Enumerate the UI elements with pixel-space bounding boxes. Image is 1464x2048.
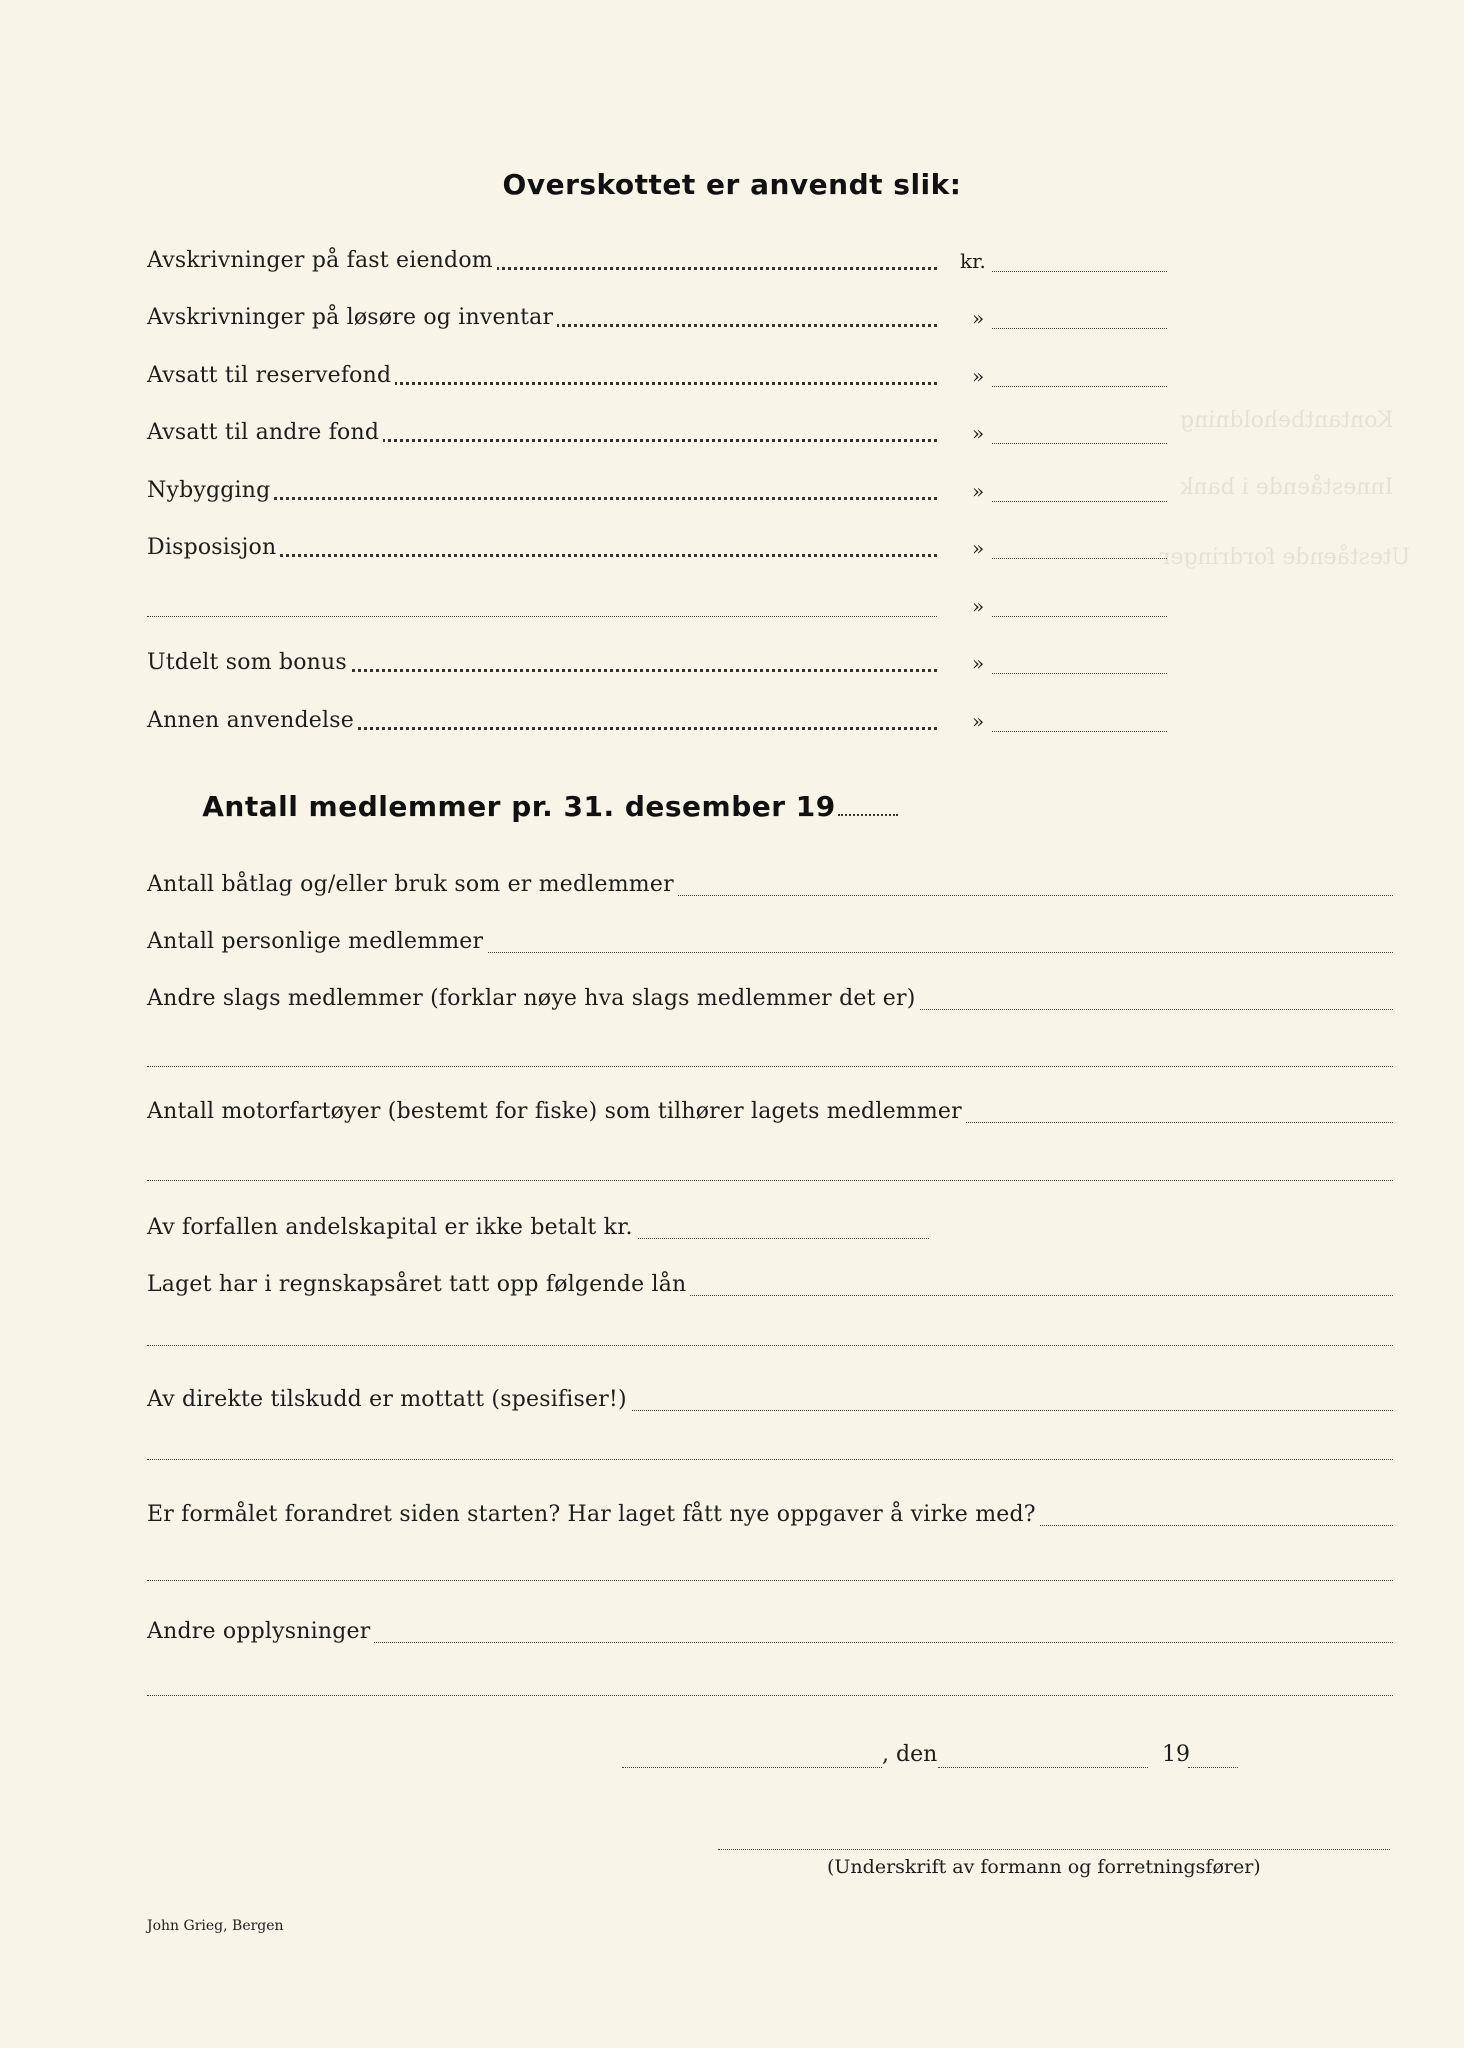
row-label: Nybygging (147, 478, 274, 503)
allocation-row (147, 533, 1167, 563)
blank-line[interactable] (147, 1459, 1393, 1460)
signature-caption: (Underskrift av formann og forretningsfører) (827, 1856, 1261, 1878)
row-tilskudd (147, 1385, 1393, 1415)
den-label: , den (882, 1742, 938, 1767)
row-lan (147, 1270, 1393, 1300)
row-label: Avsatt til andre fond (147, 420, 383, 445)
row-formal (147, 1500, 1393, 1530)
allocation-row (147, 476, 1167, 506)
place-line[interactable] (622, 1767, 882, 1768)
currency-label: kr. (960, 249, 986, 273)
date-line[interactable] (938, 1767, 1148, 1768)
blank-line[interactable] (147, 1695, 1393, 1696)
blank-line[interactable] (147, 1580, 1393, 1581)
amount-field[interactable] (992, 443, 1167, 444)
allocation-row (147, 361, 1167, 391)
members-heading-text: Antall medlemmer pr. 31. desember 19 (202, 790, 836, 823)
row-label: Av direkte tilskudd er mottatt (spesifiser!) (147, 1387, 631, 1412)
ditto-mark: » (972, 364, 985, 388)
row-label: Andre opplysninger (147, 1619, 374, 1644)
section2-heading (0, 790, 1100, 823)
signature-line[interactable] (718, 1849, 1390, 1850)
row-label: Av forfallen andelskapital er ikke betalt kr. (147, 1215, 637, 1240)
amount-field[interactable] (992, 616, 1167, 617)
year-prefix: 19 (1162, 1742, 1190, 1767)
row-label: Antall båtlag og/eller bruk som er medlemmer (147, 872, 678, 897)
row-andre-slags (147, 984, 1393, 1014)
row-label: Antall personlige medlemmer (147, 929, 487, 954)
row-label: Antall motorfartøyer (bestemt for fiske) som tilhører lagets medlemmer (147, 1099, 966, 1124)
show-through-text: Kontantbeholdning (1180, 408, 1394, 433)
blank-line[interactable] (147, 1066, 1393, 1067)
blank-line[interactable] (147, 1180, 1393, 1181)
allocation-row (147, 706, 1167, 736)
section1-heading: Overskottet er anvendt slik: (502, 168, 962, 201)
allocation-row (147, 303, 1167, 333)
ditto-mark: » (972, 306, 985, 330)
year-blank[interactable] (838, 814, 898, 816)
row-label: Er formålet forandret siden starten? Har laget fått nye oppgaver å virke med? (147, 1502, 1040, 1527)
ditto-mark: » (972, 479, 985, 503)
row-andre-opplysninger (147, 1617, 1393, 1647)
ditto-mark: » (972, 536, 985, 560)
amount-field[interactable] (992, 271, 1167, 272)
amount-field[interactable] (992, 501, 1167, 502)
dot-leader (147, 616, 937, 617)
row-batlag (147, 870, 1393, 900)
allocation-row (147, 648, 1167, 678)
row-label: Annen anvendelse (147, 708, 358, 733)
allocation-row (147, 418, 1167, 448)
amount-field[interactable] (992, 386, 1167, 387)
row-label: Avsatt til reservefond (147, 363, 395, 388)
row-label: Andre slags medlemmer (forklar nøye hva slags medlemmer det er) (147, 986, 920, 1011)
amount-field[interactable] (992, 731, 1167, 732)
ditto-mark: » (972, 709, 985, 733)
amount-field[interactable] (992, 328, 1167, 329)
show-through-text: Innestående i bank (1180, 475, 1394, 500)
row-personlige (147, 927, 1393, 957)
show-through-text: Utestående fordringer (1160, 545, 1411, 570)
row-label: Avskrivninger på fast eiendom (147, 248, 497, 273)
row-label: Utdelt som bonus (147, 650, 351, 675)
row-motorfartoyer (147, 1097, 1393, 1127)
allocation-row (147, 246, 1167, 276)
ditto-mark: » (972, 594, 985, 618)
ditto-mark: » (972, 421, 985, 445)
printer-credit: John Grieg, Bergen (147, 1918, 284, 1934)
amount-field[interactable] (992, 558, 1167, 559)
blank-line[interactable] (147, 1345, 1393, 1346)
ditto-mark: » (972, 651, 985, 675)
allocation-row (147, 591, 1167, 621)
row-label: Disposisjon (147, 535, 280, 560)
row-label: Avskrivninger på løsøre og inventar (147, 305, 557, 330)
amount-field[interactable] (992, 673, 1167, 674)
row-andelskapital (147, 1213, 929, 1243)
year-line[interactable] (1188, 1767, 1238, 1768)
row-label: Laget har i regnskapsåret tatt opp følgende lån (147, 1272, 690, 1297)
